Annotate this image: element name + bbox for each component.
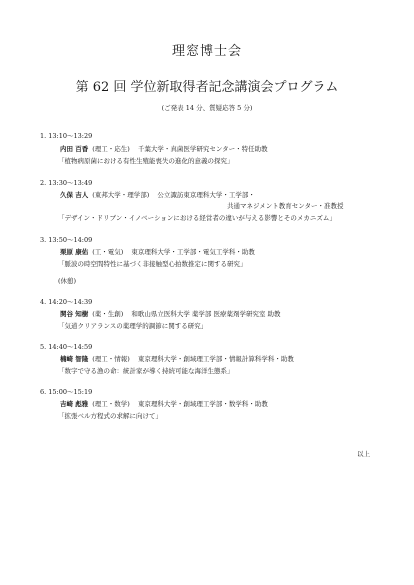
presenter-name: 関谷 知樹	[60, 310, 89, 318]
session-4-talk-title: 「気道クリアランスの薬理学的調節に関する研究」	[58, 322, 208, 330]
session-1-presenter	[60, 144, 268, 153]
time-note: (ご発表 14 分、質疑応答 5 分)	[161, 104, 253, 112]
break-label: (休憩)	[58, 277, 77, 285]
session-5-time: 5. 14:40～14:59	[40, 343, 93, 351]
presenter-field: (薬・生創)	[92, 310, 124, 318]
session-3-presenter	[60, 247, 255, 256]
session-1-talk-title: 「植物病原菌における有性生殖能喪失の進化的意義の探究」	[58, 157, 234, 165]
session-5-presenter	[60, 354, 294, 363]
presenter-name: 吉崎 彪雅	[60, 400, 89, 408]
presenter-field: (工・電気)	[92, 248, 124, 256]
session-4-time: 4. 14:20～14:39	[40, 298, 93, 306]
presenter-affiliation: 東京理科大学・工学部・電気工学科・助教	[131, 248, 255, 256]
presenter-name: 内田 百香	[60, 145, 89, 153]
presenter-affiliation: 和歌山県立医科大学 薬学部 医療薬剤学研究室 助教	[131, 310, 281, 318]
session-3-talk-title: 「脈波の時空間特性に基づく非接触型心拍数推定に関する研究」	[58, 260, 247, 268]
session-2-time: 2. 13:30～13:49	[40, 179, 93, 187]
page-title: 第 62 回 学位新取得者記念講演会プログラム	[75, 80, 339, 95]
session-2-talk-title: 「デザイン・ドリブン・イノベーションにおける経営者の違いが与える影響とそのメカニズム」	[58, 214, 336, 222]
session-1-time: 1. 13:10～13:29	[40, 132, 93, 140]
closing-mark: 以上	[357, 450, 370, 458]
presenter-name: 栗原 康佑	[60, 248, 89, 256]
presenter-field: (理工・数学)	[92, 400, 130, 408]
presenter-affiliation: 千葉大学・真菌医学研究センター・特任助教	[137, 145, 268, 153]
presenter-field: (理工・情報)	[92, 355, 130, 363]
session-2-affiliation-cont: 共通マネジメント教育センター・准教授	[227, 202, 344, 210]
session-6-presenter	[60, 399, 268, 408]
session-6-time: 6. 15:00～15:19	[40, 388, 93, 396]
session-5-talk-title: 「数字で守る漁の命：統計家が導く持続可能な海洋生態系」	[58, 367, 234, 375]
session-6-talk-title: 「拡張ベル方程式の求解に向けて」	[58, 412, 162, 420]
presenter-name: 久保 吉人	[60, 191, 89, 199]
organization-name: 理窓博士会	[171, 44, 242, 59]
presenter-affiliation: 公立諏訪東京理科大学・工学部・	[157, 191, 255, 199]
session-2-presenter	[60, 190, 255, 199]
presenter-affiliation: 東京理科大学・創域理工学部・数学科・助教	[137, 400, 268, 408]
presenter-field: (理工・応生)	[92, 145, 130, 153]
session-4-presenter	[60, 309, 281, 318]
session-3-time: 3. 13:50～14:09	[40, 236, 93, 244]
presenter-field: (東邦大学・理学部)	[92, 191, 150, 199]
presenter-name: 楠崎 智隆	[60, 355, 89, 363]
presenter-affiliation: 東京理科大学・創域理工学部・情報計算科学科・助教	[137, 355, 294, 363]
